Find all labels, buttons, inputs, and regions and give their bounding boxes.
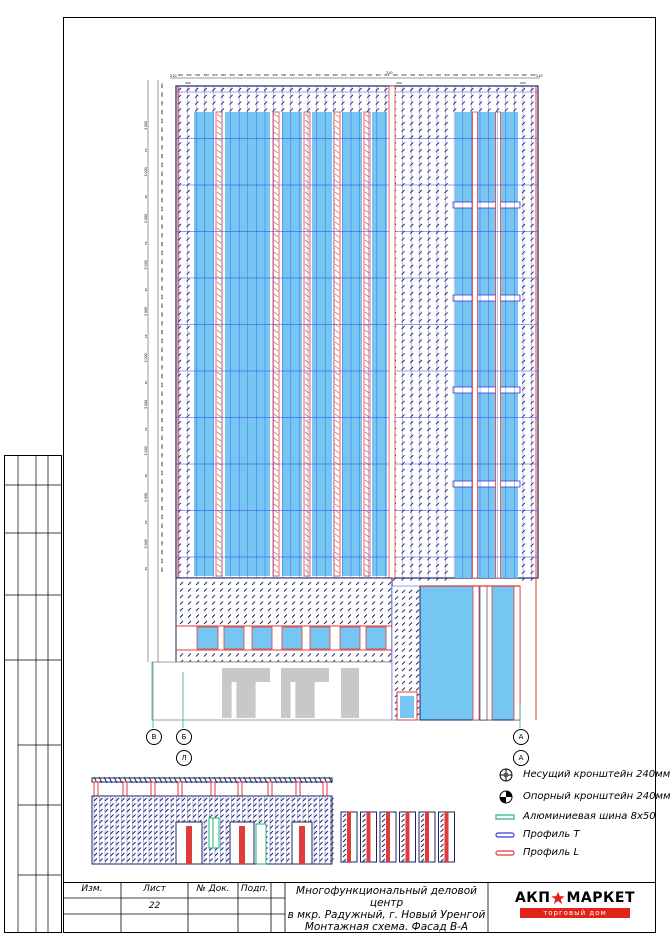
glass-panel (366, 627, 386, 649)
dimension-label: 600 (178, 74, 183, 77)
dimension-label: 600 (161, 153, 164, 159)
dimension-label: 600 (161, 92, 164, 97)
dimension-label: 600 (161, 136, 164, 141)
l-profile-column (496, 112, 501, 578)
dimension-label: 600 (161, 224, 164, 229)
dimension-label: 600 (161, 303, 164, 308)
dimension-label: 600 (161, 109, 164, 115)
dimension-label: 600 (161, 409, 164, 414)
logo-subtitle-bar (520, 908, 630, 918)
tb-title (285, 885, 488, 933)
dimension-label: 600 (444, 74, 450, 77)
dimension-label: 600 (161, 479, 164, 484)
dimension-label: 600 (238, 74, 244, 77)
glass-panel (501, 112, 518, 578)
dimension-label: 600 (161, 470, 164, 476)
dimension-label: 600 (161, 180, 164, 185)
axis-marker-a-top (513, 729, 529, 745)
legend (495, 768, 671, 858)
dimension-label: 15 (144, 334, 148, 338)
dimension-label: 15 (144, 427, 148, 431)
grey-pylon (281, 668, 329, 682)
axis-label: Л (181, 754, 187, 762)
l-profile-post (323, 782, 327, 796)
legend-label: Профиль Т (523, 829, 580, 840)
dimension-label: 600 (479, 74, 484, 77)
l-profile-post (268, 782, 272, 796)
load-bearing-bracket-icon (498, 768, 514, 782)
legend-label: Профиль L (523, 847, 580, 858)
logo-text-right: МАРКЕТ (566, 890, 636, 906)
glass-panel (224, 627, 244, 649)
dimension-label: 600 (332, 74, 338, 77)
tb-title-line: Многофункциональный деловой центр (296, 885, 477, 909)
tb-header-sign: Подп. (240, 884, 269, 894)
tb-title-line: в мкр. Радужный, г. Новый Уренгой (287, 909, 486, 921)
logo-text-left: АКП (514, 890, 551, 906)
dimension-label: 600 (161, 497, 164, 502)
dimension-label: 600 (161, 118, 164, 124)
dimension-label: 600 (161, 532, 164, 537)
dimension-label: 600 (161, 162, 164, 168)
axis-marker-l (176, 750, 192, 766)
support-bracket-icon (498, 790, 514, 804)
axis-label: Б (181, 733, 187, 741)
dimension-label: 600 (161, 426, 164, 432)
dimension-label: 600 (161, 444, 164, 449)
grey-pylon (281, 682, 291, 718)
l-profile-column (473, 112, 478, 578)
glass-panel (312, 112, 332, 576)
dimension-label: 600 (324, 74, 330, 77)
dimension-label: 600 (161, 417, 164, 423)
dimension-label: 600 (530, 74, 536, 77)
glass-panel (420, 586, 520, 720)
dimension-label: 600 (212, 74, 218, 77)
dimension-label: 600 (161, 435, 164, 440)
t-profile-floor-band (453, 202, 520, 208)
dimension-label: 600 (281, 74, 287, 77)
dimension-label: 600 (307, 74, 312, 77)
dimension-label: 600 (461, 74, 467, 77)
dimension-label: 600 (195, 74, 201, 77)
l-profile-post (299, 826, 305, 864)
dimension-label: 600 (161, 250, 165, 256)
dimension-label: 600 (161, 189, 164, 194)
l-profile-icon (495, 846, 515, 860)
dimension-label: 600 (161, 127, 164, 132)
dimension-label: 600 (161, 338, 164, 344)
dimension-label: 300 (396, 81, 402, 85)
dimension-label: 600 (161, 541, 164, 546)
axis-label: А (518, 754, 524, 762)
dimension-label: 600 (522, 74, 527, 77)
legend-label: Несущий кронштейн 240мм (523, 769, 671, 780)
grey-pylon (236, 682, 255, 718)
dimension-label: 15 (144, 148, 148, 152)
glass-panel (252, 627, 272, 649)
dimension-label: 600 (341, 74, 347, 77)
l-profile-post (445, 812, 449, 862)
l-profile-post (425, 812, 429, 862)
dimension-label: 600 (298, 74, 304, 77)
dimension-label: 600 (161, 215, 164, 220)
dimension-label: 600 (161, 259, 164, 264)
dimension-label: 3 000 (144, 260, 148, 270)
grey-pylon (222, 682, 232, 718)
l-profile-post (211, 782, 215, 796)
dimension-label: 300 (185, 81, 191, 85)
dimension-label: 210 (386, 71, 393, 75)
legend-item (495, 828, 655, 842)
dimension-label: 600 (367, 74, 373, 77)
dimension-label: 600 (161, 285, 164, 291)
l-profile-column (514, 586, 520, 720)
dimension-label: 600 (427, 74, 433, 77)
legend-item (495, 768, 671, 782)
dimension-label: 600 (410, 74, 416, 77)
dimension-label: 3 000 (144, 399, 148, 409)
dimension-label: 600 (161, 83, 164, 88)
dimension-label: 600 (161, 329, 164, 335)
podium-frame (176, 578, 392, 662)
dimension-label: 600 (229, 74, 235, 77)
axis-marker-a-bottom (513, 750, 529, 766)
legend-item (495, 790, 671, 804)
dimension-label: 3 000 (144, 353, 148, 363)
dimension-label: 3 000 (144, 213, 148, 223)
aluminium-bar-icon (495, 810, 515, 824)
dimension-label: 600 (161, 391, 164, 396)
glass-panel (194, 112, 214, 576)
dimension-label: 600 (161, 558, 164, 564)
dimension-label: 220 (520, 81, 526, 85)
legend-label: Опорный кронштейн 240мм (523, 791, 671, 802)
tb-sheet-number: 22 (148, 901, 161, 911)
grey-pylon (341, 668, 359, 718)
dimension-label: 15 (144, 473, 148, 478)
tb-title-line: Монтажная схема. Фасад В-А (304, 921, 469, 933)
axis-marker-v (146, 729, 162, 745)
dimension-label: 3 000 (144, 492, 148, 502)
t-profile-column (480, 586, 487, 720)
legend-label: Алюминиевая шина 8х50 (523, 811, 656, 822)
tb-header-list: Лист (143, 884, 166, 894)
star-icon (551, 891, 565, 905)
t-profile-floor-band (453, 387, 520, 393)
dimension-label: 600 (401, 74, 407, 77)
door-glass (400, 696, 414, 718)
dimension-label: 600 (418, 74, 424, 77)
dimension-label: 600 (161, 567, 164, 572)
dimension-label: 600 (436, 74, 441, 77)
tb-header-izm: Изм. (81, 884, 103, 894)
dimension-label: 600 (161, 233, 164, 238)
dimension-label: 600 (203, 74, 209, 77)
glass-panel (342, 112, 362, 576)
glass-panel (455, 112, 472, 578)
dimension-label: 600 (161, 453, 164, 458)
dimension-label: 600 (350, 74, 355, 77)
axis-marker-b (176, 729, 192, 745)
l-profile-post (186, 826, 192, 864)
axis-label: В (151, 733, 157, 741)
dimension-label: 15 (144, 287, 148, 292)
dimension-label: 600 (264, 74, 269, 77)
glass-panel (478, 112, 496, 578)
dimension-label: 600 (161, 400, 164, 405)
dimension-label: 600 (221, 74, 226, 77)
dimension-label: 600 (161, 171, 164, 176)
dimension-label: 210 (170, 74, 177, 78)
dimension-label: 3 000 (144, 167, 148, 177)
l-profile-post (123, 782, 127, 796)
legend-item (495, 810, 655, 824)
t-profile-floor-band (453, 481, 520, 487)
aluminium-bar (256, 824, 266, 864)
l-profile-post (367, 812, 371, 862)
dimension-label: 600 (513, 74, 519, 77)
t-profile-floor-band (453, 295, 520, 301)
dimension-label: 600 (161, 505, 164, 511)
glass-panel (310, 627, 330, 649)
dimension-label: 600 (315, 74, 321, 77)
dimension-label: 600 (161, 514, 164, 520)
l-profile-post (386, 812, 390, 862)
l-profile-post (347, 812, 351, 862)
dimension-label: 600 (161, 206, 164, 212)
tb-header-doc: № Док. (196, 884, 230, 894)
dimension-label: 600 (161, 294, 164, 300)
dimension-label: 3 000 (144, 120, 148, 130)
grey-pylon (295, 682, 314, 718)
dimension-label: 600 (453, 74, 459, 77)
dimension-label: 600 (161, 241, 164, 247)
l-profile-post (94, 782, 98, 796)
axis-label: А (518, 733, 524, 741)
dimension-label: 600 (161, 523, 164, 528)
dimension-label: 600 (161, 549, 164, 555)
glass-panel (197, 627, 218, 649)
t-profile-icon (495, 828, 515, 842)
dimension-label: 15 (144, 566, 148, 571)
glass-panel (282, 627, 302, 649)
l-profile-post (296, 782, 300, 796)
dimension-label: 15 (144, 194, 148, 199)
dimension-label: 600 (161, 488, 164, 493)
dimension-label: 600 (161, 382, 164, 388)
dimension-label: 600 (393, 74, 398, 77)
dimension-label: 600 (161, 277, 164, 282)
aluminium-bar (213, 818, 219, 848)
logo-subtitle: торговый дом (543, 909, 607, 917)
dimension-label: 600 (470, 74, 476, 77)
dimension-label: 600 (161, 373, 164, 379)
l-profile-post (239, 826, 245, 864)
dimension-label: 600 (161, 312, 164, 317)
dimension-label: 600 (358, 74, 364, 77)
l-profile-post (406, 812, 410, 862)
glass-panel (225, 112, 270, 576)
dimension-label: 600 (272, 74, 278, 77)
glass-panel (282, 112, 302, 576)
dimension-label: 600 (487, 74, 493, 77)
dimension-label: 3 000 (144, 539, 148, 549)
dimension-label: 600 (289, 74, 295, 77)
dimension-label: 600 (496, 74, 502, 77)
dimension-label: 15 (144, 241, 148, 245)
dimension-label: 600 (161, 365, 164, 370)
dimension-label: 600 (246, 74, 252, 77)
legend-item (495, 846, 655, 860)
l-profile-post (178, 782, 182, 796)
dimension-label: 600 (161, 197, 164, 203)
dimension-label: 600 (161, 321, 164, 326)
dimension-label: 3 000 (144, 306, 148, 316)
dimension-label: 600 (375, 74, 381, 77)
glass-panel (372, 112, 387, 576)
glass-panel (340, 627, 360, 649)
dimension-label: 600 (384, 74, 390, 77)
dimension-label: 600 (161, 101, 164, 106)
dimension-label: 15 (144, 380, 148, 385)
l-profile-column (473, 586, 479, 720)
dimension-label: 600 (161, 347, 164, 352)
dimension-label: 600 (161, 461, 164, 467)
l-profile-post (151, 782, 155, 796)
grey-pylon (222, 668, 270, 682)
dimension-label: 600 (161, 145, 164, 150)
dimension-label: 15 (144, 520, 148, 524)
dimension-label: 210 (536, 74, 543, 78)
dimension-label: 600 (161, 356, 164, 361)
dimension-label: 600 (186, 74, 192, 77)
dimension-label: 600 (255, 74, 261, 77)
dimension-label: 3 000 (144, 446, 148, 456)
l-profile-post (238, 782, 242, 796)
l-profile-column (389, 86, 395, 578)
dimension-label: 600 (161, 268, 164, 273)
dimension-label: 600 (504, 74, 510, 77)
company-logo (505, 890, 645, 924)
